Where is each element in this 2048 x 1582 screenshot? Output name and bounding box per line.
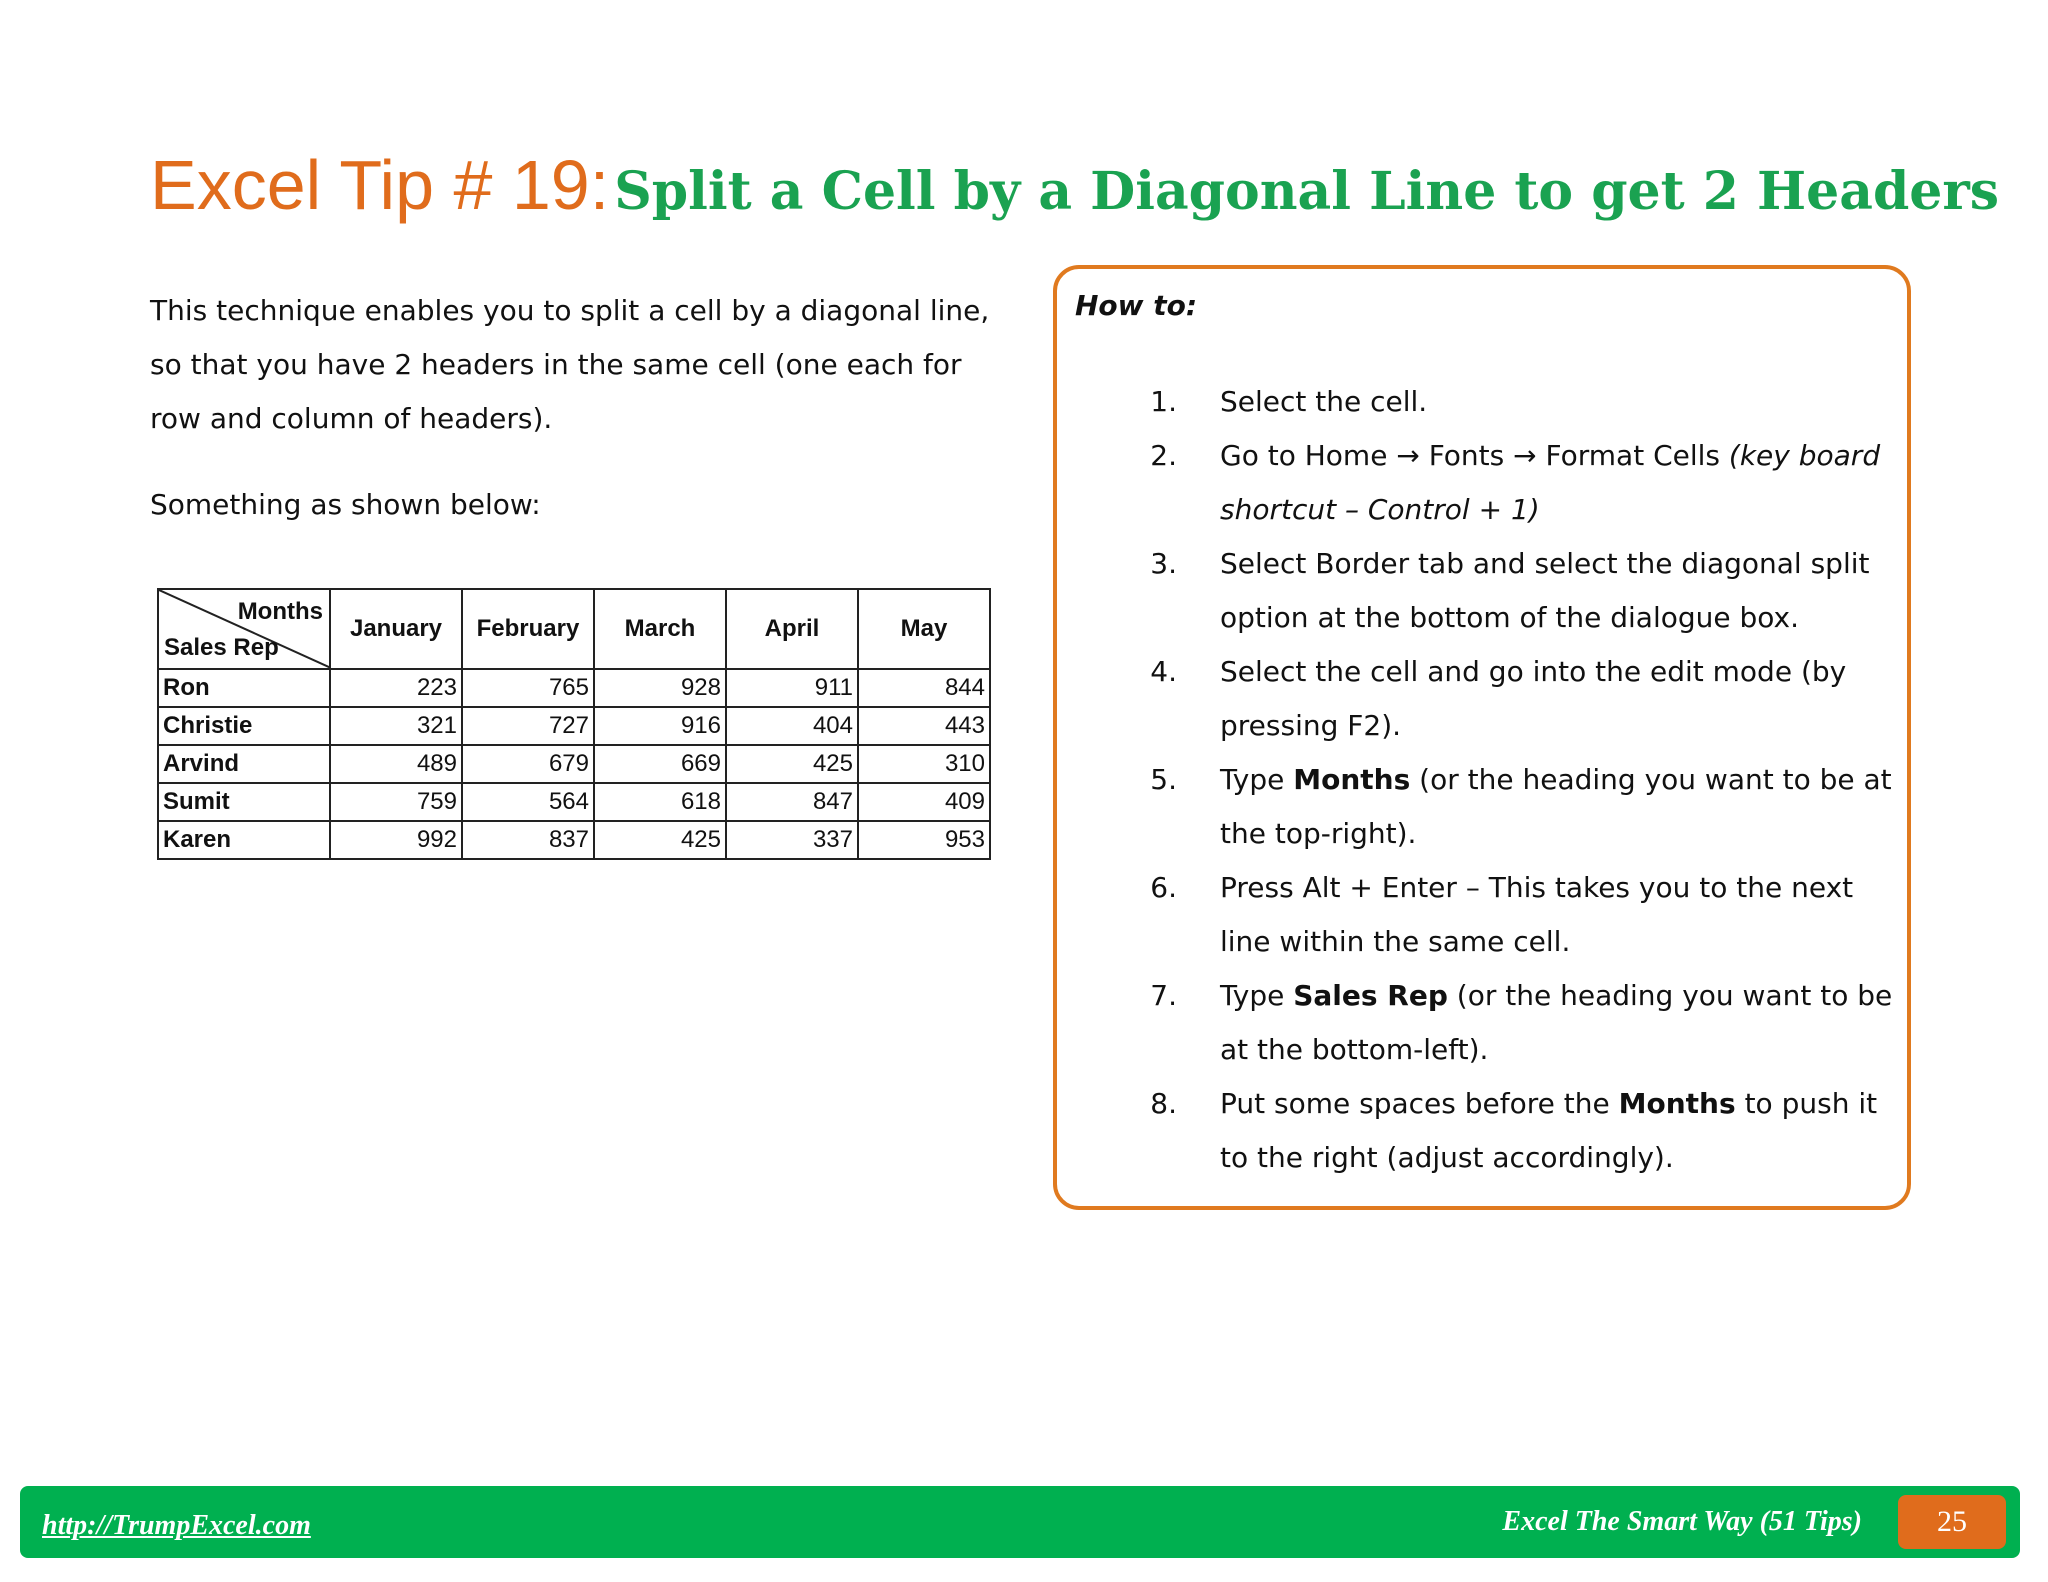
table-row (158, 783, 990, 821)
step-item (1117, 1077, 1907, 1185)
step-text: Press Alt + Enter – This takes you to the next line within the same cell. (1220, 871, 1854, 958)
step-item (1117, 537, 1907, 645)
step-text: (or the heading you want to be at the top-right). (1220, 763, 1892, 850)
step-text: Sales Rep (1293, 979, 1448, 1012)
step-item (1117, 969, 1907, 1077)
value-cell: 992 (330, 821, 462, 859)
intro-paragraph: This technique enables you to split a cell by a diagonal line, so that you have 2 headers in the same cell (one each for row and column of headers). (150, 294, 990, 435)
value-cell: 847 (726, 783, 858, 821)
month-header: April (726, 589, 858, 669)
step-number: 3. (1150, 547, 1177, 580)
step-number: 6. (1150, 871, 1177, 904)
diagonal-header-cell (158, 589, 330, 669)
step-item (1117, 375, 1907, 429)
value-cell: 443 (858, 707, 990, 745)
value-cell: 928 (594, 669, 726, 707)
value-cell: 404 (726, 707, 858, 745)
value-cell: 618 (594, 783, 726, 821)
step-number: 8. (1150, 1087, 1177, 1120)
step-text: Select the cell and go into the edit mode (by pressing F2). (1220, 655, 1847, 742)
tip-number: Excel Tip # 19: (150, 146, 610, 224)
tip-title: Split a Cell by a Diagonal Line to get 2 Headers (614, 161, 2000, 222)
step-number: 2. (1150, 439, 1177, 472)
corner-bottom-label: Sales Rep (164, 634, 279, 661)
step-number: 7. (1150, 979, 1177, 1012)
table-body (158, 669, 990, 859)
table-row (158, 707, 990, 745)
value-cell: 425 (726, 745, 858, 783)
month-header: May (858, 589, 990, 669)
step-number: 4. (1150, 655, 1177, 688)
website-link[interactable]: http://TrumpExcel.com (42, 1510, 311, 1541)
step-text: Type (1220, 979, 1294, 1012)
step-text: (key board shortcut – Control + 1) (1220, 439, 1881, 526)
value-cell: 953 (858, 821, 990, 859)
step-number: 5. (1150, 763, 1177, 796)
page-title (150, 146, 2000, 224)
value-cell: 489 (330, 745, 462, 783)
step-item (1117, 429, 1907, 537)
value-cell: 223 (330, 669, 462, 707)
value-cell: 916 (594, 707, 726, 745)
how-to-title: How to: (1075, 289, 1198, 322)
steps-list (1117, 375, 1907, 1185)
corner-top-label: Months (237, 598, 323, 625)
table-row (158, 669, 990, 707)
step-text: Select Border tab and select the diagonal split option at the bottom of the dialogue box. (1220, 547, 1870, 634)
table-row (158, 821, 990, 859)
sales-rep-cell: Ron (158, 669, 330, 707)
book-title: Excel The Smart Way (51 Tips) (1502, 1506, 1862, 1537)
sales-rep-cell: Karen (158, 821, 330, 859)
value-cell: 759 (330, 783, 462, 821)
value-cell: 844 (858, 669, 990, 707)
step-text: Select the cell. (1220, 385, 1428, 418)
value-cell: 409 (858, 783, 990, 821)
value-cell: 727 (462, 707, 594, 745)
step-text: (or the heading you want to be at the bottom-left). (1220, 979, 1893, 1066)
sales-rep-cell: Christie (158, 707, 330, 745)
month-header: February (462, 589, 594, 669)
month-header: March (594, 589, 726, 669)
value-cell: 337 (726, 821, 858, 859)
step-item (1117, 645, 1907, 753)
value-cell: 321 (330, 707, 462, 745)
month-header: January (330, 589, 462, 669)
sales-rep-cell: Sumit (158, 783, 330, 821)
value-cell: 564 (462, 783, 594, 821)
value-cell: 765 (462, 669, 594, 707)
step-text: Months (1618, 1087, 1736, 1120)
step-text: Put some spaces before the (1220, 1087, 1619, 1120)
value-cell: 310 (858, 745, 990, 783)
step-text: Go to Home → Fonts → Format Cells (1220, 439, 1729, 472)
table-header-row (158, 589, 990, 669)
step-number: 1. (1150, 385, 1177, 418)
value-cell: 669 (594, 745, 726, 783)
footer-bar (20, 1486, 2020, 1558)
step-item (1117, 753, 1907, 861)
example-table (157, 588, 991, 860)
value-cell: 425 (594, 821, 726, 859)
value-cell: 679 (462, 745, 594, 783)
value-cell: 837 (462, 821, 594, 859)
step-text: to push it to the right (adjust accordingly). (1220, 1087, 1878, 1174)
step-text: Type (1220, 763, 1294, 796)
step-text: Months (1293, 763, 1411, 796)
shown-below-text: Something as shown below: (150, 488, 541, 521)
table-row (158, 745, 990, 783)
sales-rep-cell: Arvind (158, 745, 330, 783)
step-item (1117, 861, 1907, 969)
page-number: 25 (1898, 1495, 2006, 1549)
how-to-box (1053, 265, 1911, 1210)
value-cell: 911 (726, 669, 858, 707)
